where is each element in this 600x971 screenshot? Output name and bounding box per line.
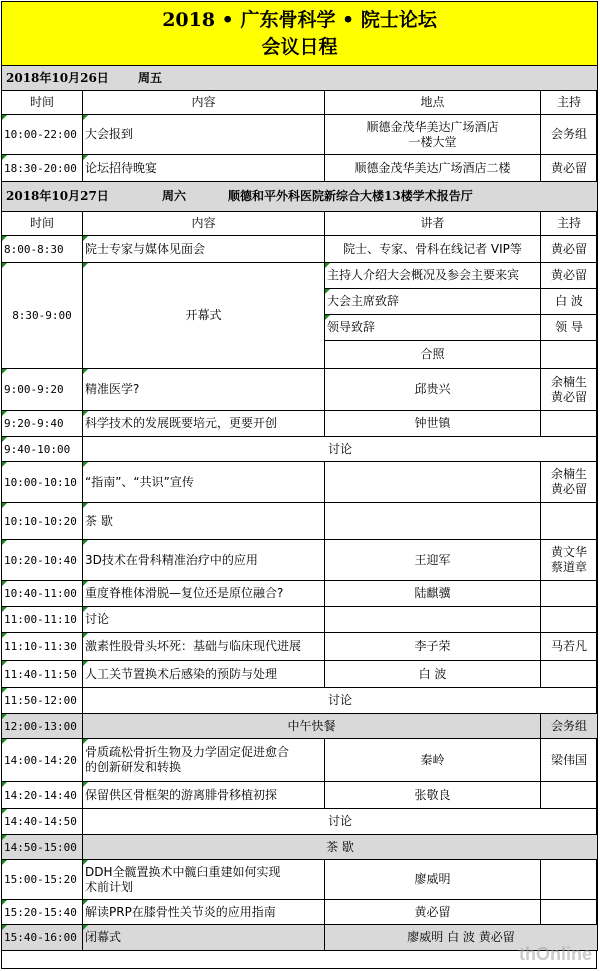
table-row — [2, 411, 598, 437]
table-row — [2, 503, 598, 540]
row-speaker: 王迎军 — [325, 540, 541, 581]
row-time: 11:40-11:50 — [2, 661, 83, 688]
col-header-content: 内容 — [83, 212, 325, 236]
row-time: 14:20-14:40 — [2, 782, 83, 809]
day1-header-row — [2, 91, 598, 115]
opening-item-host: 白 波 — [541, 289, 598, 315]
col-header-time: 时间 — [2, 212, 83, 236]
row-host: 会务组 — [541, 115, 598, 155]
col-header-place: 地点 — [325, 91, 541, 115]
row-speaker: 邱贵兴 — [325, 369, 541, 411]
table-row — [2, 540, 598, 581]
day2-header-row — [2, 212, 598, 236]
row-time: 10:00-22:00 — [2, 115, 83, 155]
row-place: 顺德金茂华美达广场酒店二楼 — [325, 155, 541, 182]
row-time: 14:40-14:50 — [2, 809, 83, 835]
table-row — [2, 263, 598, 289]
row-time: 12:00-13:00 — [2, 714, 83, 739]
row-content: 激素性股骨头坏死：基础与临床现代进展 — [83, 633, 325, 661]
col-header-host: 主持 — [541, 212, 598, 236]
table-row — [2, 900, 598, 925]
row-host — [541, 411, 598, 437]
col-header-time: 时间 — [2, 91, 83, 115]
table-row — [2, 739, 598, 782]
day1-date: 2018年10月26日 — [6, 70, 109, 85]
schedule-table — [1, 1, 598, 951]
row-content: “指南”、“共识”宣传 — [83, 462, 325, 503]
table-row — [2, 369, 598, 411]
row-content: 闭幕式 — [83, 925, 325, 951]
closing-row — [2, 925, 598, 951]
col-header-speaker: 讲者 — [325, 212, 541, 236]
lunch-row — [2, 714, 598, 739]
row-host: 会务组 — [541, 714, 598, 739]
row-host — [541, 607, 598, 633]
discussion-label: 讨论 — [83, 688, 598, 714]
day2-weekday: 周六 — [162, 189, 187, 203]
row-time: 10:00-10:10 — [2, 462, 83, 503]
row-speaker: 陆麒骥 — [325, 581, 541, 607]
row-content: 保留供区骨框架的游离腓骨移植初探 — [83, 782, 325, 809]
row-content: 讨论 — [83, 607, 325, 633]
discussion-label: 讨论 — [83, 437, 598, 462]
discussion-row — [2, 688, 598, 714]
row-time: 9:40-10:00 — [2, 437, 83, 462]
table-row — [2, 581, 598, 607]
table-row — [2, 633, 598, 661]
table-row — [2, 462, 598, 503]
row-host — [541, 900, 598, 925]
watermark-logo — [519, 944, 592, 965]
row-time: 14:00-14:20 — [2, 739, 83, 782]
row-speaker: 钟世镇 — [325, 411, 541, 437]
row-time: 8:00-8:30 — [2, 236, 83, 263]
row-host: 余楠生 黄必留 — [541, 369, 598, 411]
empty-cell — [541, 341, 598, 369]
row-host: 梁伟国 — [541, 739, 598, 782]
col-header-host: 主持 — [541, 91, 598, 115]
table-row — [2, 607, 598, 633]
row-host — [541, 782, 598, 809]
opening-item-speaker: 领导致辞 — [325, 315, 541, 341]
table-row — [2, 661, 598, 688]
row-time: 18:30-20:00 — [2, 155, 83, 182]
table-row — [2, 155, 598, 182]
row-time: 10:20-10:40 — [2, 540, 83, 581]
row-content: 茶 歇 — [83, 503, 325, 540]
row-place: 顺德金茂华美达广场酒店 一楼大堂 — [325, 115, 541, 155]
row-host: 余楠生 黄必留 — [541, 462, 598, 503]
opening-content: 开幕式 — [83, 263, 325, 369]
day2-date-bar — [2, 182, 598, 212]
row-host: 黄必留 — [541, 155, 598, 182]
table-row — [2, 236, 598, 263]
row-time: 15:00-15:20 — [2, 860, 83, 900]
row-speaker: 黄必留 — [325, 900, 541, 925]
row-host — [541, 860, 598, 900]
table-row — [2, 115, 598, 155]
row-content: DDH全髋置换术中髋臼重建如何实现 术前计划 — [83, 860, 325, 900]
row-time: 10:40-11:00 — [2, 581, 83, 607]
opening-item-host: 领 导 — [541, 315, 598, 341]
table-row — [2, 782, 598, 809]
opening-item-speaker: 主持人介绍大会概况及参会主要来宾 — [325, 263, 541, 289]
row-host: 马若凡 — [541, 633, 598, 661]
row-time: 11:10-11:30 — [2, 633, 83, 661]
row-speaker: 廖威明 白 波 黄必留 — [325, 925, 598, 951]
row-speaker: 院士、专家、骨科在线记者 VIP等 — [325, 236, 541, 263]
row-content: 大会报到 — [83, 115, 325, 155]
row-time: 15:40-16:00 — [2, 925, 83, 951]
page-title — [2, 2, 598, 66]
row-speaker: 李子荣 — [325, 633, 541, 661]
row-host — [541, 503, 598, 540]
title-line-2: 会议日程 — [261, 35, 338, 58]
row-time: 15:20-15:40 — [2, 900, 83, 925]
opening-item-speaker: 大会主席致辞 — [325, 289, 541, 315]
row-speaker: 秦岭 — [325, 739, 541, 782]
row-host — [541, 661, 598, 688]
title-line-1: 2018 • 广东骨科学 • 院士论坛 — [162, 8, 437, 31]
opening-photo: 合照 — [325, 341, 541, 369]
row-content: 人工关节置换术后感染的预防与处理 — [83, 661, 325, 688]
tea-break-label: 茶 歇 — [83, 835, 598, 860]
row-time: 10:10-10:20 — [2, 503, 83, 540]
row-speaker — [325, 462, 541, 503]
day2-venue: 顺德和平外科医院新综合大楼13楼学术报告厅 — [228, 189, 473, 203]
row-content: 骨质疏松骨折生物及力学固定促进愈合 的创新研发和转换 — [83, 739, 325, 782]
row-content: 论坛招待晚宴 — [83, 155, 325, 182]
discussion-row — [2, 437, 598, 462]
row-time: 14:50-15:00 — [2, 835, 83, 860]
row-host: 黄文华 蔡道章 — [541, 540, 598, 581]
row-time: 9:20-9:40 — [2, 411, 83, 437]
discussion-row — [2, 809, 598, 835]
col-header-content: 内容 — [83, 91, 325, 115]
row-host: 黄必留 — [541, 236, 598, 263]
row-content: 重度脊椎体滑脱—复位还是原位融合? — [83, 581, 325, 607]
row-content: 精准医学? — [83, 369, 325, 411]
discussion-label: 讨论 — [83, 809, 598, 835]
row-host — [541, 581, 598, 607]
row-speaker: 廖威明 — [325, 860, 541, 900]
row-content: 科学技术的发展既要培元，更要开创 — [83, 411, 325, 437]
row-speaker: 白 波 — [325, 661, 541, 688]
row-time: 11:00-11:10 — [2, 607, 83, 633]
lunch-label: 中午快餐 — [83, 714, 541, 739]
row-speaker — [325, 607, 541, 633]
opening-item-host: 黄必留 — [541, 263, 598, 289]
opening-time: 8:30-9:00 — [2, 263, 83, 369]
row-content: 解读PRP在膝骨性关节炎的应用指南 — [83, 900, 325, 925]
day2-date: 2018年10月27日 — [6, 189, 109, 203]
day1-weekday: 周五 — [138, 70, 163, 85]
day1-date-bar — [2, 66, 598, 91]
row-content: 3D技术在骨科精准治疗中的应用 — [83, 540, 325, 581]
row-speaker: 张敬良 — [325, 782, 541, 809]
watermark-text: thOnline — [519, 944, 592, 964]
tea-break-row — [2, 835, 598, 860]
row-time: 9:00-9:20 — [2, 369, 83, 411]
table-row — [2, 860, 598, 900]
row-content: 院士专家与媒体见面会 — [83, 236, 325, 263]
row-speaker — [325, 503, 541, 540]
row-time: 11:50-12:00 — [2, 688, 83, 714]
